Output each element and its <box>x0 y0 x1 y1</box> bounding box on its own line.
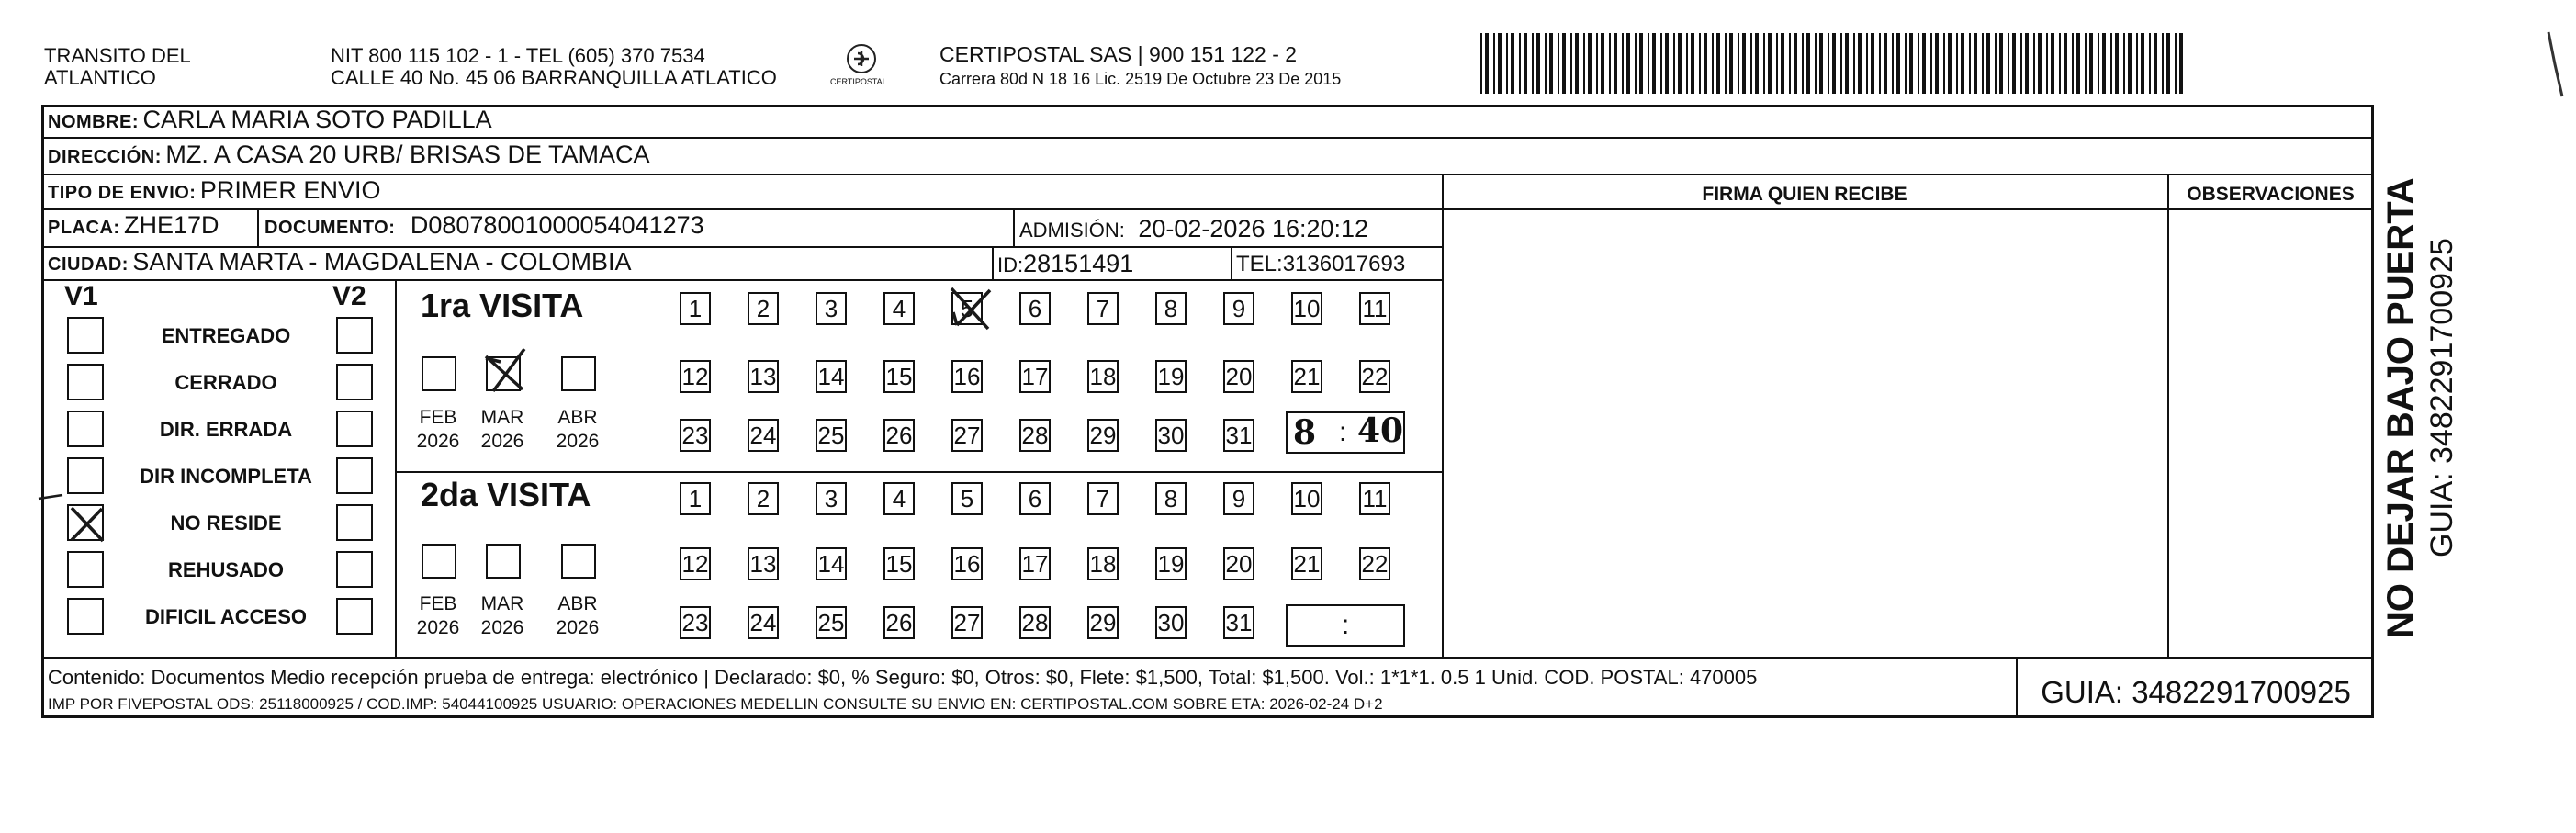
month-year: 2026 <box>416 431 460 452</box>
day-number: 22 <box>1361 363 1389 390</box>
month-name: FEB <box>419 407 457 428</box>
footer-guia-box: GUIA: 3482291700925 <box>2041 675 2351 709</box>
day-number: 24 <box>749 422 777 449</box>
day-number: 7 <box>1096 295 1110 322</box>
day-number: 25 <box>817 609 845 636</box>
day-cell[interactable] <box>680 360 711 393</box>
day-cell[interactable] <box>748 360 779 393</box>
day-cell[interactable] <box>883 419 915 452</box>
admission-label: ADMISIÓN: <box>1019 219 1125 242</box>
v1-status-checkbox[interactable] <box>67 411 104 447</box>
month-checkbox[interactable] <box>561 356 596 391</box>
v2-status-checkbox[interactable] <box>336 457 373 494</box>
document-label: DOCUMENTO: <box>264 218 396 238</box>
v2-status-checkbox[interactable] <box>336 364 373 400</box>
status-label: NO RESIDE <box>170 512 282 535</box>
status-section-border <box>395 279 397 657</box>
v2-status-checkbox[interactable] <box>336 317 373 354</box>
footer-divider <box>41 657 2374 659</box>
status-label: REHUSADO <box>168 558 284 581</box>
day-cell[interactable] <box>1019 419 1051 452</box>
day-cell[interactable] <box>883 606 915 639</box>
day-cell[interactable] <box>748 292 779 325</box>
id-value: 28151491 <box>1023 250 1134 277</box>
status-label: DIFICIL ACCESO <box>144 605 307 628</box>
day-cell[interactable] <box>951 606 983 639</box>
footer-print-info: IMP POR FIVEPOSTAL ODS: 25118000925 / COD.IMP: 54044100925 USUARIO: OPERACIONES MEDELLIN CONSULTE SU ENVIO EN: CERTIPOSTAL.COM SOBRE ETA: 2026-02-24 D+2 <box>48 695 1383 713</box>
day-number: 18 <box>1089 550 1117 578</box>
day-number: 1 <box>688 295 703 322</box>
day-cell[interactable] <box>1291 482 1322 515</box>
month-name: MAR <box>480 407 524 428</box>
day-number: 14 <box>817 550 845 578</box>
day-cell[interactable] <box>816 606 847 639</box>
day-number: 2 <box>756 485 771 512</box>
visit-divider <box>395 471 1442 473</box>
day-number: 3 <box>824 485 838 512</box>
day-cell[interactable] <box>883 482 915 515</box>
day-number: 16 <box>953 363 981 390</box>
status-label: ENTREGADO <box>161 324 291 347</box>
day-cell[interactable] <box>1223 606 1254 639</box>
certipostal-logo <box>830 40 889 96</box>
v2-status-checkbox[interactable] <box>336 504 373 541</box>
issuer-address: CALLE 40 No. 45 06 BARRANQUILLA ATLATICO <box>331 66 777 89</box>
city-field <box>48 248 632 276</box>
day-cell[interactable] <box>816 292 847 325</box>
scan-mark <box>2544 28 2571 101</box>
v1-header: V1 <box>64 281 98 311</box>
row-divider <box>41 208 1442 210</box>
day-number: 22 <box>1361 550 1389 578</box>
day-cell[interactable] <box>951 292 983 325</box>
month-name: MAR <box>480 593 524 614</box>
month-checkbox[interactable] <box>422 544 456 579</box>
plate-label: PLACA: <box>48 218 120 238</box>
day-number: 27 <box>953 609 981 636</box>
cell-divider <box>992 246 994 279</box>
day-cell[interactable] <box>1019 606 1051 639</box>
first-visit-time-sep: : <box>1339 417 1347 447</box>
day-number: 27 <box>953 422 981 449</box>
day-number: 18 <box>1089 363 1117 390</box>
day-cell[interactable] <box>883 360 915 393</box>
month-name: ABR <box>557 593 598 614</box>
day-cell[interactable] <box>1291 360 1322 393</box>
day-cell[interactable] <box>748 482 779 515</box>
day-number: 23 <box>681 422 709 449</box>
first-visit-title: 1ra VISITA <box>421 287 584 324</box>
status-label: CERRADO <box>174 371 277 394</box>
v2-status-checkbox[interactable] <box>336 551 373 588</box>
day-number: 19 <box>1157 363 1185 390</box>
row-divider <box>41 137 2374 139</box>
day-cell[interactable] <box>1155 292 1187 325</box>
first-visit-time-minutes: 40 <box>1357 411 1404 450</box>
day-cell[interactable] <box>1359 482 1390 515</box>
month-checkbox[interactable] <box>486 544 521 579</box>
observations-area[interactable] <box>2169 210 2372 655</box>
handwritten-check-mark <box>482 347 526 395</box>
day-number: 21 <box>1293 550 1321 578</box>
address-label: DIRECCIÓN: <box>48 147 162 167</box>
day-number: 30 <box>1157 422 1185 449</box>
day-cell[interactable] <box>1155 547 1187 580</box>
day-cell[interactable] <box>1019 547 1051 580</box>
courier-license: Carrera 80d N 18 16 Lic. 2519 De Octubre 23 De 2015 <box>939 70 1342 88</box>
month-name: ABR <box>557 407 598 428</box>
v1-status-checkbox[interactable] <box>67 504 104 541</box>
day-number: 11 <box>1362 295 1388 322</box>
month-checkbox[interactable] <box>422 356 456 391</box>
day-number: 11 <box>1362 485 1388 512</box>
pen-stroke-mark <box>37 491 64 510</box>
city-label: CIUDAD: <box>48 254 129 275</box>
month-checkbox[interactable] <box>486 356 521 391</box>
day-cell[interactable] <box>1087 292 1119 325</box>
observations-header: OBSERVACIONES <box>2187 184 2355 205</box>
day-number: 8 <box>1164 485 1178 512</box>
day-cell[interactable] <box>1223 360 1254 393</box>
day-number: 12 <box>681 363 709 390</box>
day-number: 5 <box>960 295 974 322</box>
shipping-type-field <box>48 176 380 205</box>
day-number: 13 <box>749 363 777 390</box>
status-label: DIR. ERRADA <box>159 418 293 441</box>
month-year: 2026 <box>480 617 524 638</box>
day-number: 17 <box>1021 363 1049 390</box>
day-number: 9 <box>1232 485 1246 512</box>
day-cell[interactable] <box>1291 292 1322 325</box>
day-number: 1 <box>688 485 703 512</box>
day-number: 8 <box>1164 295 1178 322</box>
month-year: 2026 <box>480 431 524 452</box>
day-number: 4 <box>892 295 906 322</box>
day-cell[interactable] <box>748 547 779 580</box>
day-cell[interactable] <box>680 292 711 325</box>
day-cell[interactable] <box>816 419 847 452</box>
issuer-name-line1: TRANSITO DEL <box>44 44 191 67</box>
row-divider <box>41 174 2374 175</box>
day-cell[interactable] <box>1155 482 1187 515</box>
v1-status-checkbox[interactable] <box>67 598 104 635</box>
barcode <box>1480 33 2188 97</box>
day-number: 12 <box>681 550 709 578</box>
month-name: FEB <box>419 593 457 614</box>
day-number: 31 <box>1225 609 1253 636</box>
tel-field <box>1236 252 1405 277</box>
day-cell[interactable] <box>1019 292 1051 325</box>
v1-status-checkbox[interactable] <box>67 551 104 588</box>
second-visit-time-box[interactable] <box>1286 604 1405 647</box>
day-number: 20 <box>1225 363 1253 390</box>
footer-contents: Contenido: Documentos Medio recepción prueba de entrega: electrónico | Declarado: $0, % Seguro: $0, Otros: $0, Flete: $1,500, Total: $1,500. Vol.: 1*1*1. 0.5 1 Unid. COD. POSTAL: 470005 <box>48 666 1758 689</box>
day-number: 26 <box>885 422 913 449</box>
day-number: 26 <box>885 609 913 636</box>
month-year: 2026 <box>556 431 600 452</box>
signature-area[interactable] <box>1444 210 2165 655</box>
v2-status-checkbox[interactable] <box>336 411 373 447</box>
day-cell[interactable] <box>1223 292 1254 325</box>
admission-field <box>1019 215 1368 243</box>
document-value: D08078001000054041273 <box>410 211 704 239</box>
day-cell[interactable] <box>680 606 711 639</box>
month-checkbox[interactable] <box>561 544 596 579</box>
first-visit-time-hour: 8 <box>1293 413 1317 452</box>
day-number: 20 <box>1225 550 1253 578</box>
day-cell[interactable] <box>951 482 983 515</box>
name-field <box>48 106 492 134</box>
day-cell[interactable] <box>1155 606 1187 639</box>
day-cell[interactable] <box>1359 292 1390 325</box>
day-number: 23 <box>681 609 709 636</box>
admission-value: 20-02-2026 16:20:12 <box>1138 215 1369 242</box>
day-number: 29 <box>1089 422 1117 449</box>
name-value: CARLA MARIA SOTO PADILLA <box>142 106 492 133</box>
logo-caption: CERTIPOSTAL <box>830 77 887 86</box>
month-year: 2026 <box>556 617 600 638</box>
cell-divider <box>1013 208 1015 247</box>
day-cell[interactable] <box>1359 360 1390 393</box>
day-number: 5 <box>960 485 974 512</box>
day-number: 24 <box>749 609 777 636</box>
day-number: 15 <box>885 363 913 390</box>
day-cell[interactable] <box>1223 419 1254 452</box>
day-number: 10 <box>1293 485 1321 512</box>
cell-divider <box>1231 246 1232 279</box>
name-label: NOMBRE: <box>48 112 140 132</box>
day-cell[interactable] <box>1155 419 1187 452</box>
v2-header: V2 <box>332 281 366 311</box>
v2-status-checkbox[interactable] <box>336 598 373 635</box>
day-cell[interactable] <box>1359 547 1390 580</box>
second-visit-title: 2da VISITA <box>421 476 591 513</box>
first-visit-time-box[interactable] <box>1286 411 1405 454</box>
courier-name: CERTIPOSTAL SAS | 900 151 122 - 2 <box>939 42 1298 66</box>
day-number: 17 <box>1021 550 1049 578</box>
tel-value: 3136017693 <box>1282 252 1406 276</box>
day-cell[interactable] <box>1087 482 1119 515</box>
day-number: 10 <box>1293 295 1321 322</box>
day-cell[interactable] <box>1223 547 1254 580</box>
day-cell[interactable] <box>951 547 983 580</box>
day-number: 4 <box>892 485 906 512</box>
plate-value: ZHE17D <box>124 211 219 239</box>
day-number: 6 <box>1028 295 1042 322</box>
tel-label: TEL: <box>1236 252 1283 276</box>
side-guia-number: GUIA: 3482291700925 <box>2424 238 2459 557</box>
address-field <box>48 141 650 169</box>
day-number: 30 <box>1157 609 1185 636</box>
day-cell[interactable] <box>1019 360 1051 393</box>
day-number: 19 <box>1157 550 1185 578</box>
day-cell[interactable] <box>1087 360 1119 393</box>
status-label: DIR INCOMPLETA <box>140 465 312 488</box>
issuer-name-line2: ATLANTICO <box>44 66 156 89</box>
day-cell[interactable] <box>816 360 847 393</box>
v1-status-checkbox[interactable] <box>67 364 104 400</box>
day-number: 16 <box>953 550 981 578</box>
do-not-leave-under-door-warning: NO DEJAR BAJO PUERTA <box>2380 177 2421 638</box>
second-visit-time-sep: : <box>1341 610 1350 640</box>
day-number: 21 <box>1293 363 1321 390</box>
cell-divider <box>257 208 259 247</box>
day-number: 2 <box>756 295 771 322</box>
day-number: 3 <box>824 295 838 322</box>
month-year: 2026 <box>416 617 460 638</box>
handwritten-x-mark <box>69 506 106 543</box>
issuer-nit: NIT 800 115 102 - 1 - TEL (605) 370 7534 <box>331 44 705 67</box>
day-cell[interactable] <box>748 419 779 452</box>
day-cell[interactable] <box>816 482 847 515</box>
v1-status-checkbox[interactable] <box>67 457 104 494</box>
day-number: 14 <box>817 363 845 390</box>
id-label: ID: <box>997 253 1024 276</box>
day-cell[interactable] <box>951 419 983 452</box>
day-number: 25 <box>817 422 845 449</box>
day-number: 29 <box>1089 609 1117 636</box>
id-field <box>997 250 1133 278</box>
day-number: 13 <box>749 550 777 578</box>
day-cell[interactable] <box>883 547 915 580</box>
day-number: 7 <box>1096 485 1110 512</box>
day-cell[interactable] <box>680 547 711 580</box>
day-cell[interactable] <box>1155 360 1187 393</box>
document-field <box>264 211 704 240</box>
shipping-type-value: PRIMER ENVIO <box>199 176 381 204</box>
v1-status-checkbox[interactable] <box>67 317 104 354</box>
day-cell[interactable] <box>680 419 711 452</box>
day-cell[interactable] <box>680 482 711 515</box>
day-cell[interactable] <box>1087 419 1119 452</box>
day-cell[interactable] <box>883 292 915 325</box>
day-cell[interactable] <box>951 360 983 393</box>
address-value: MZ. A CASA 20 URB/ BRISAS DE TAMACA <box>165 141 650 168</box>
day-number: 6 <box>1028 485 1042 512</box>
signature-header: FIRMA QUIEN RECIBE <box>1702 184 1907 205</box>
day-cell[interactable] <box>1223 482 1254 515</box>
day-cell[interactable] <box>1087 547 1119 580</box>
handwritten-x-mark <box>944 283 996 334</box>
day-number: 28 <box>1021 422 1049 449</box>
day-cell[interactable] <box>1087 606 1119 639</box>
day-number: 31 <box>1225 422 1253 449</box>
city-value: SANTA MARTA - MAGDALENA - COLOMBIA <box>132 248 632 276</box>
shipping-type-label: TIPO DE ENVIO: <box>48 183 197 203</box>
day-cell[interactable] <box>1291 547 1322 580</box>
day-number: 15 <box>885 550 913 578</box>
plate-field <box>48 211 219 240</box>
row-divider <box>41 279 1442 281</box>
day-cell[interactable] <box>1019 482 1051 515</box>
day-number: 9 <box>1232 295 1246 322</box>
day-cell[interactable] <box>816 547 847 580</box>
day-number: 28 <box>1021 609 1049 636</box>
day-cell[interactable] <box>748 606 779 639</box>
